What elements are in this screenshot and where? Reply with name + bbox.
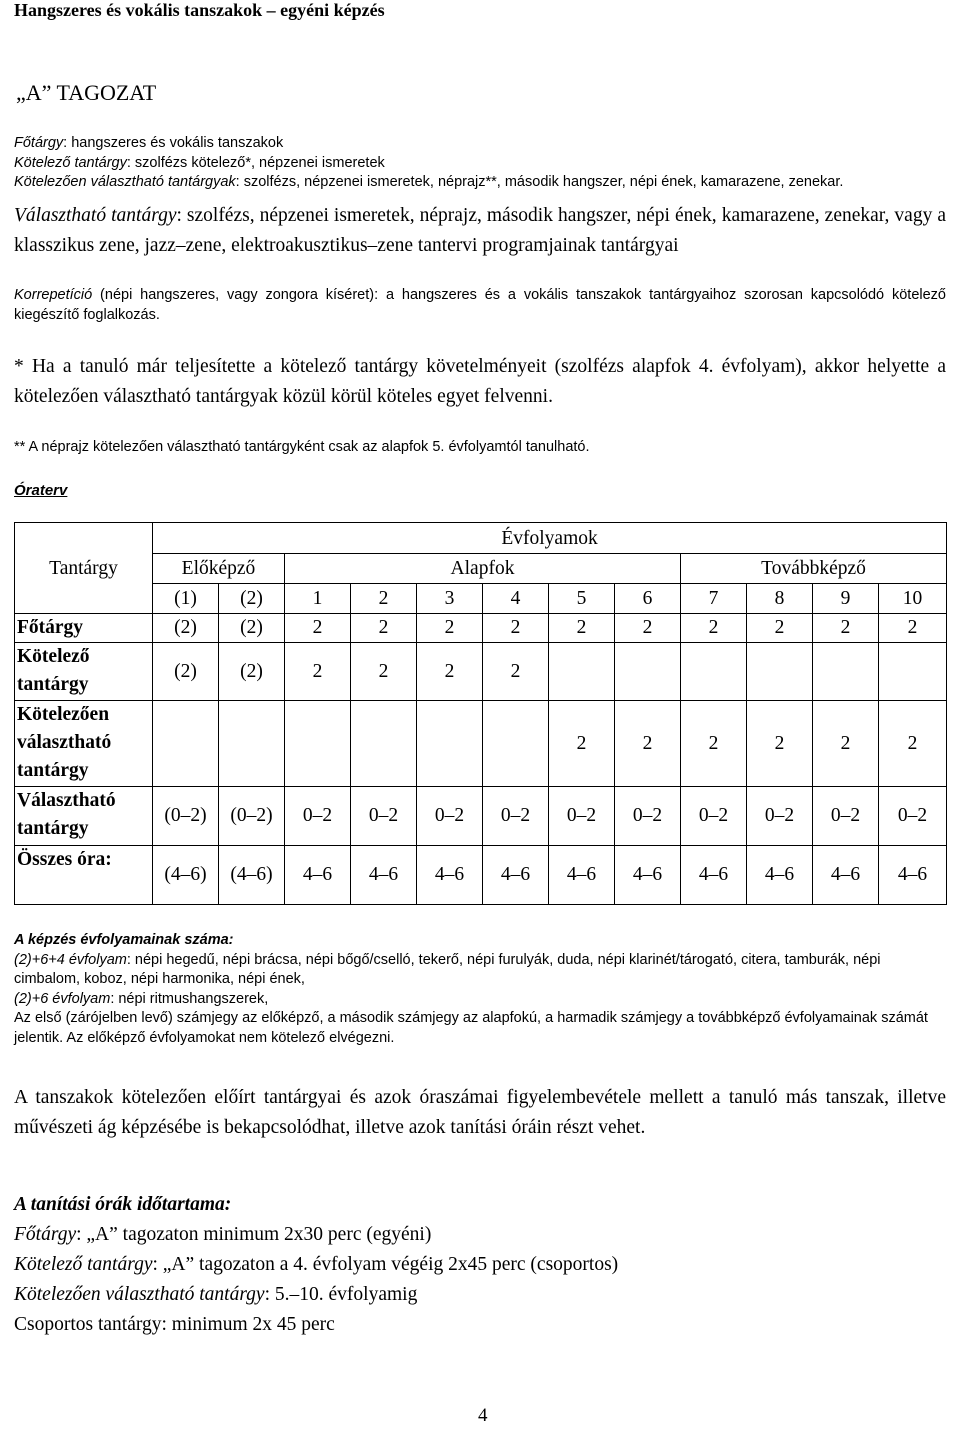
fotargy-line <box>14 134 946 154</box>
idotartam-heading-text: A tanítási órák időtartama: <box>14 1194 232 1215</box>
tovabbkepzo-header: Továbbképző <box>681 554 947 584</box>
hour-cell: 2 <box>483 614 549 643</box>
valaszthato-label: Választható tantárgy <box>14 205 177 226</box>
kotelezo-line <box>14 154 946 174</box>
kepzes-heading-text: A képzés évfolyamainak száma: <box>14 932 234 948</box>
kepzes-line-1-label: (2)+6+4 évfolyam <box>14 951 127 968</box>
section-heading: „A” TAGOZAT <box>16 80 157 105</box>
fotargy-text: : hangszeres és vokális tanszakok <box>63 135 284 151</box>
hour-cell: 4–6 <box>417 846 483 905</box>
hour-cell <box>483 701 549 787</box>
hour-cell <box>747 643 813 701</box>
hour-cell: 2 <box>615 701 681 787</box>
hour-cell: 2 <box>813 701 879 787</box>
hour-cell: 2 <box>285 614 351 643</box>
hour-cell: 4–6 <box>879 846 947 905</box>
hour-cell: 0–2 <box>351 787 417 846</box>
subject-name: Összes óra: <box>15 846 153 905</box>
idotartam-line-4: Csoportos tantárgy: minimum 2x 45 perc <box>14 1314 335 1335</box>
kotelezoen-valaszthato-text: : szolfézs, népzenei ismeretek, néprajz**, második hangszer, népi ének, kamarazene, zenekar. <box>235 174 844 190</box>
hour-cell: 2 <box>747 701 813 787</box>
hour-cell: (4–6) <box>219 846 285 905</box>
double-star-note: ** A néprajz kötelezően választható tantárgyként csak az alapfok 5. évfolyamtól tanulható. <box>14 439 590 455</box>
idotartam-line-1-label: Főtárgy <box>14 1224 77 1245</box>
year-label: 7 <box>681 584 747 614</box>
hour-cell: 0–2 <box>615 787 681 846</box>
hour-cell <box>879 643 947 701</box>
hour-cell: 2 <box>285 643 351 701</box>
hour-cell: (2) <box>153 614 219 643</box>
subject-name: Kötelezően választható tantárgy <box>15 701 153 787</box>
year-label: 2 <box>351 584 417 614</box>
hour-cell <box>153 701 219 787</box>
subject-list <box>14 134 946 193</box>
hour-cell <box>681 643 747 701</box>
idotartam-line-3 <box>14 1280 946 1310</box>
kotelezoen-valaszthato-line <box>14 173 946 193</box>
hour-cell: 2 <box>351 614 417 643</box>
hour-cell: 4–6 <box>747 846 813 905</box>
corner-cell <box>15 523 153 554</box>
hour-cell: 2 <box>483 643 549 701</box>
hour-cell: 2 <box>747 614 813 643</box>
idotartam-heading <box>14 1190 946 1220</box>
hour-cell <box>351 701 417 787</box>
hour-cell: 2 <box>813 614 879 643</box>
year-label: (2) <box>219 584 285 614</box>
hour-cell <box>285 701 351 787</box>
valaszthato-paragraph <box>14 201 946 261</box>
idotartam-line-3-label: Kötelezően választható tantárgy <box>14 1284 265 1305</box>
idotartam-line-3-text: : 5.–10. évfolyamig <box>264 1284 418 1305</box>
kotelezo-label: Kötelező tantárgy <box>14 154 127 171</box>
hour-cell: 4–6 <box>813 846 879 905</box>
hour-cell: 0–2 <box>681 787 747 846</box>
year-label-corner <box>15 584 153 614</box>
hour-cell <box>219 701 285 787</box>
page-number: 4 <box>478 1405 488 1426</box>
hour-cell: 2 <box>615 614 681 643</box>
hour-cell: 4–6 <box>615 846 681 905</box>
hour-cell <box>549 643 615 701</box>
idotartam-line-2-text: : „A” tagozaton a 4. évfolyam végéig 2x45 perc (csoportos) <box>152 1254 619 1275</box>
hour-cell: (0–2) <box>219 787 285 846</box>
tanszak-paragraph: A tanszakok kötelezően előírt tantárgyai és azok óraszámai figyelembevétele mellett a tanuló más tanszak, illetve művészeti ág képzésébe is bekapcsolódhat, illetve azok tanítási óráin részt vehet. <box>14 1087 946 1138</box>
star-note: * Ha a tanuló már teljesítette a kötelező tantárgy követelményeit (szolfézs alapfok 4. évfolyam), akkor helyette a kötelezően választható tantárgyak közül körül köteles egyet felvenni. <box>14 356 946 407</box>
hour-cell: (2) <box>219 643 285 701</box>
hour-cell: 2 <box>417 643 483 701</box>
hour-cell: 2 <box>681 614 747 643</box>
hour-cell: (4–6) <box>153 846 219 905</box>
hour-cell <box>813 643 879 701</box>
kepzes-line-2 <box>14 990 946 1010</box>
hour-cell: (2) <box>153 643 219 701</box>
year-label: 5 <box>549 584 615 614</box>
hour-cell: 0–2 <box>483 787 549 846</box>
kepzes-evfolyamai <box>14 931 946 1048</box>
hour-cell <box>615 643 681 701</box>
alapfok-header: Alapfok <box>285 554 681 584</box>
hour-cell: 2 <box>681 701 747 787</box>
year-label: (1) <box>153 584 219 614</box>
year-label: 4 <box>483 584 549 614</box>
korrepeticio-paragraph <box>14 286 946 325</box>
year-label: 10 <box>879 584 947 614</box>
hour-cell: 2 <box>351 643 417 701</box>
idotartam-block <box>14 1190 946 1340</box>
year-label: 9 <box>813 584 879 614</box>
hour-cell: 0–2 <box>747 787 813 846</box>
evfolyamok-header: Évfolyamok <box>153 523 947 554</box>
idotartam-line-2-label: Kötelező tantárgy <box>14 1254 153 1275</box>
hour-cell <box>417 701 483 787</box>
fotargy-label: Főtárgy <box>14 135 64 151</box>
kotelezo-text: : szolfézs kötelező*, népzenei ismeretek <box>126 154 385 171</box>
hour-cell: 2 <box>879 614 947 643</box>
idotartam-line-2 <box>14 1250 946 1280</box>
hour-cell: 4–6 <box>681 846 747 905</box>
hour-cell: (0–2) <box>153 787 219 846</box>
kepzes-heading <box>14 931 946 951</box>
subject-name: Kötelező tantárgy <box>15 643 153 701</box>
korrepeticio-label: Korrepetíció <box>14 287 93 303</box>
subject-name: Választható tantárgy <box>15 787 153 846</box>
kepzes-line-2-label: (2)+6 évfolyam <box>14 990 111 1007</box>
hour-cell: (2) <box>219 614 285 643</box>
kepzes-line-3: Az első (zárójelben levő) számjegy az előképző, a második számjegy az alapfokú, a harmadik számjegy a továbbképző évfolyamainak számát jelentik. Az előképző évfolyamokat nem kötelező elvégezni. <box>14 1010 928 1046</box>
elokepzo-header: Előképző <box>153 554 285 584</box>
hour-cell: 0–2 <box>879 787 947 846</box>
document-title: Hangszeres és vokális tanszakok – egyéni képzés <box>14 0 385 20</box>
schedule-table <box>14 522 947 905</box>
idotartam-line-1-text: : „A” tagozaton minimum 2x30 perc (egyéni) <box>76 1224 432 1245</box>
hour-cell: 2 <box>549 701 615 787</box>
hour-cell: 4–6 <box>351 846 417 905</box>
korrepeticio-text: (népi hangszeres, vagy zongora kíséret): a hangszeres és a vokális tanszakok tantárgyaihoz szorosan kapcsolódó kötelező kiegészítő foglalkozás. <box>14 287 946 323</box>
hour-cell: 2 <box>879 701 947 787</box>
oraterv-heading: Óraterv <box>14 482 68 499</box>
hour-cell: 0–2 <box>285 787 351 846</box>
tantargy-header: Tantárgy <box>15 554 153 584</box>
hour-cell: 0–2 <box>417 787 483 846</box>
year-label: 6 <box>615 584 681 614</box>
year-label: 3 <box>417 584 483 614</box>
idotartam-line-1 <box>14 1220 946 1250</box>
kepzes-line-1-text: : népi hegedű, népi brácsa, népi bőgő/cselló, tekerő, népi furulyák, duda, népi klarinét/tárogató, citera, tamburák, népi cimbalom, koboz, népi harmonika, népi ének, <box>14 951 881 987</box>
kepzes-line-1 <box>14 951 946 990</box>
hour-cell: 0–2 <box>813 787 879 846</box>
valaszthato-text: : szolfézs, népzenei ismeretek, néprajz, második hangszer, népi ének, kamarazene, zenekar, vagy a klasszikus zene, jazz–zene, elektroakusztikus–zene tantervi programjainak tantárgyai <box>14 205 946 256</box>
kotelezoen-valaszthato-label: Kötelezően választható tantárgyak <box>14 174 236 190</box>
hour-cell: 0–2 <box>549 787 615 846</box>
year-label: 8 <box>747 584 813 614</box>
hour-cell: 2 <box>417 614 483 643</box>
hour-cell: 2 <box>549 614 615 643</box>
hour-cell: 4–6 <box>483 846 549 905</box>
kepzes-line-2-text: : népi ritmushangszerek, <box>110 990 269 1007</box>
hour-cell: 4–6 <box>549 846 615 905</box>
year-label: 1 <box>285 584 351 614</box>
hour-cell: 4–6 <box>285 846 351 905</box>
subject-name: Főtárgy <box>15 614 153 643</box>
